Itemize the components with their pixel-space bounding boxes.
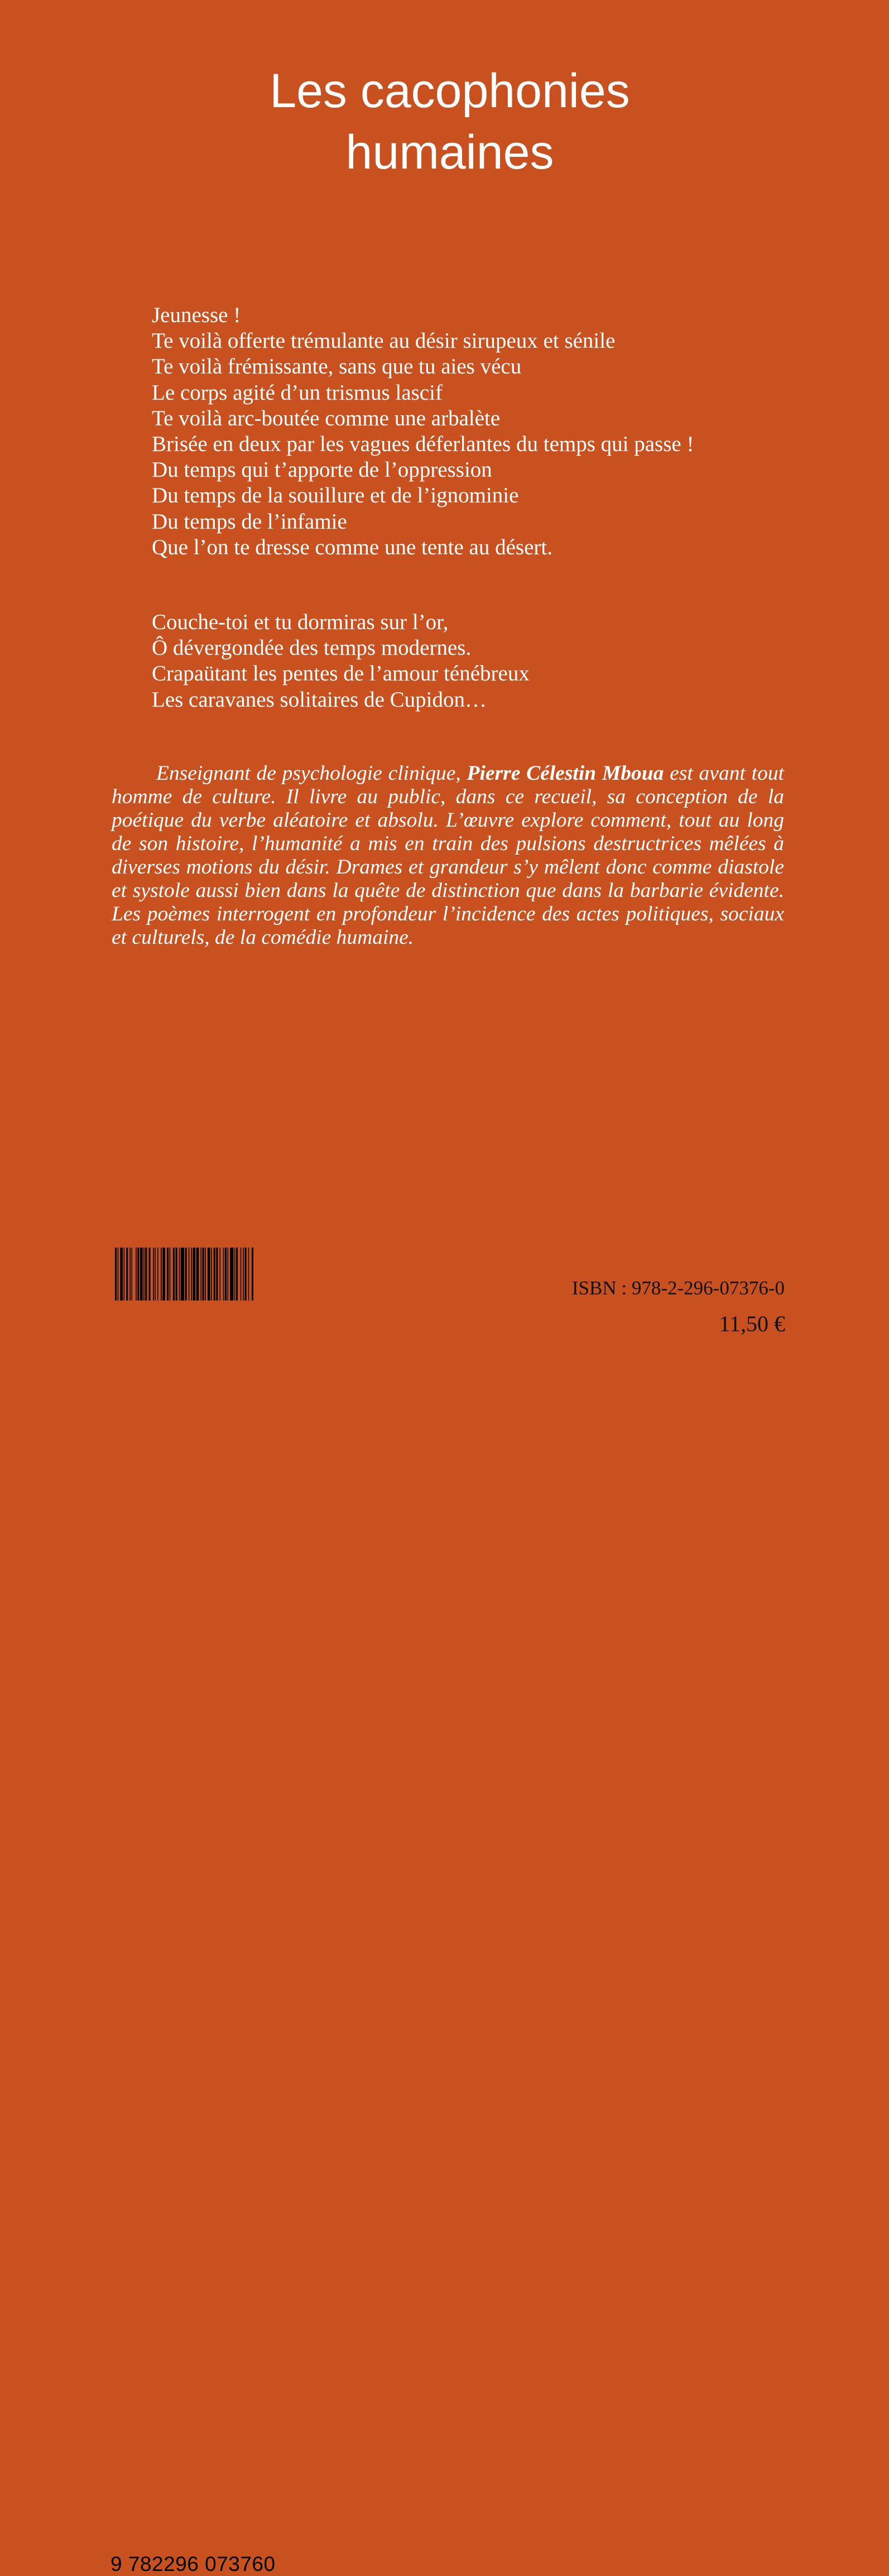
barcode-bar bbox=[236, 1248, 238, 1301]
barcode-bar bbox=[228, 1248, 229, 1301]
barcode-bar bbox=[234, 1248, 236, 1301]
barcode-bar bbox=[200, 1248, 201, 1301]
barcode-bar bbox=[136, 1248, 137, 1301]
barcode-bar bbox=[245, 1248, 247, 1301]
barcode-bar bbox=[115, 1248, 117, 1301]
poem-stanza-2 bbox=[152, 610, 530, 713]
poem-line: Le corps agité d’un trismus lascif bbox=[152, 380, 443, 405]
barcode-bar bbox=[191, 1248, 192, 1301]
barcode-bar bbox=[118, 1248, 119, 1301]
barcode-bar bbox=[223, 1248, 224, 1301]
barcode-digits: 9 782296 073760 bbox=[110, 2553, 276, 2575]
barcode-bar bbox=[243, 1248, 244, 1301]
barcode-bar bbox=[216, 1248, 218, 1301]
barcode-bar bbox=[185, 1248, 187, 1301]
barcode-bar bbox=[143, 1248, 145, 1301]
poem-line: Que l’on te dresse comme une tente au désert. bbox=[152, 535, 552, 559]
barcode-bar bbox=[120, 1248, 123, 1301]
poem-line: Te voilà arc-boutée comme une arbalète bbox=[152, 406, 501, 430]
author-name: Pierre Célestin Mboua bbox=[467, 762, 664, 785]
barcode-bar bbox=[220, 1248, 221, 1301]
barcode-bar bbox=[145, 1248, 147, 1301]
barcode-bar bbox=[153, 1248, 154, 1301]
barcode-bar bbox=[176, 1248, 177, 1301]
poem-line: Du temps de la souillure et de l’ignominie bbox=[152, 483, 519, 508]
barcode-icon bbox=[110, 1248, 328, 1301]
barcode-bar bbox=[241, 1248, 242, 1301]
poem-stanza-1 bbox=[152, 303, 694, 560]
barcode-bar bbox=[189, 1248, 190, 1301]
barcode-bar bbox=[155, 1248, 156, 1301]
barcode-bar bbox=[203, 1248, 204, 1301]
barcode-bar bbox=[252, 1248, 253, 1301]
poem-line: Brisée en deux par les vagues déferlantes du temps qui passe ! bbox=[152, 432, 694, 457]
title-line-2: humaines bbox=[345, 126, 554, 179]
barcode-bar bbox=[170, 1248, 171, 1301]
barcode-bar bbox=[196, 1248, 199, 1301]
barcode-bar bbox=[205, 1248, 206, 1301]
barcode-bar bbox=[162, 1248, 165, 1301]
barcode-bar bbox=[131, 1248, 132, 1301]
poem-line: Te voilà frémissante, sans que tu aies vécu bbox=[152, 354, 522, 379]
book-title bbox=[0, 60, 889, 183]
blurb-body: est avant tout homme de culture. Il livre au public, dans ce recueil, sa conception de la poétique du verbe aléatoire et absolu. L’œuvre explore comment, tout au long de son histoire, l’humanité a mis en train des pulsions destructrices mêlées à diverses motions du désir. Drames et grandeur s’y mêlent donc comme diastole et systole aussi bien dans la quête de distinction que dans la barbarie évidente. Les poèmes interrogent en profondeur l’incidence des actes politiques, sociaux et culturels, de la comédie humaine. bbox=[112, 762, 784, 949]
barcode bbox=[110, 1248, 334, 2575]
isbn-number: ISBN : 978-2-296-07376-0 bbox=[571, 1277, 785, 1299]
barcode-bar bbox=[230, 1248, 233, 1301]
poem-line: Crapaütant les pentes de l’amour ténébreux bbox=[152, 661, 530, 686]
barcode-bar bbox=[126, 1248, 128, 1301]
poem-line: Te voilà offerte trémulante au désir sirupeux et sénile bbox=[152, 329, 616, 353]
poem-line: Du temps de l’infamie bbox=[152, 509, 347, 534]
barcode-bar bbox=[161, 1248, 162, 1301]
barcode-bar bbox=[193, 1248, 196, 1301]
barcode-bar bbox=[129, 1248, 131, 1301]
blurb-intro: Enseignant de psychologie clinique, bbox=[156, 762, 467, 785]
price: 11,50 € bbox=[719, 1311, 785, 1336]
barcode-bar bbox=[157, 1248, 158, 1301]
poem-line: Les caravanes solitaires de Cupidon… bbox=[152, 687, 487, 712]
barcode-bar bbox=[179, 1248, 180, 1301]
barcode-bar bbox=[124, 1248, 125, 1301]
barcode-bar bbox=[214, 1248, 215, 1301]
barcode-bar bbox=[140, 1248, 143, 1301]
barcode-bar bbox=[181, 1248, 184, 1301]
barcode-bar bbox=[208, 1248, 210, 1301]
poem-line: Ô dévergondée des temps modernes. bbox=[152, 636, 472, 660]
barcode-bar bbox=[148, 1248, 150, 1301]
barcode-bar bbox=[173, 1248, 175, 1301]
barcode-bar bbox=[167, 1248, 169, 1301]
barcode-bar bbox=[248, 1248, 249, 1301]
title-line-1: Les cacophonies bbox=[270, 64, 630, 118]
barcode-bar bbox=[137, 1248, 139, 1301]
barcode-bar bbox=[211, 1248, 212, 1301]
author-blurb bbox=[112, 762, 784, 949]
barcode-bar bbox=[225, 1248, 227, 1301]
poem-line: Couche-toi et tu dormiras sur l’or, bbox=[152, 610, 449, 634]
poem-line: Du temps qui t’apporte de l’oppression bbox=[152, 458, 492, 482]
poem-line: Jeunesse ! bbox=[152, 303, 241, 327]
